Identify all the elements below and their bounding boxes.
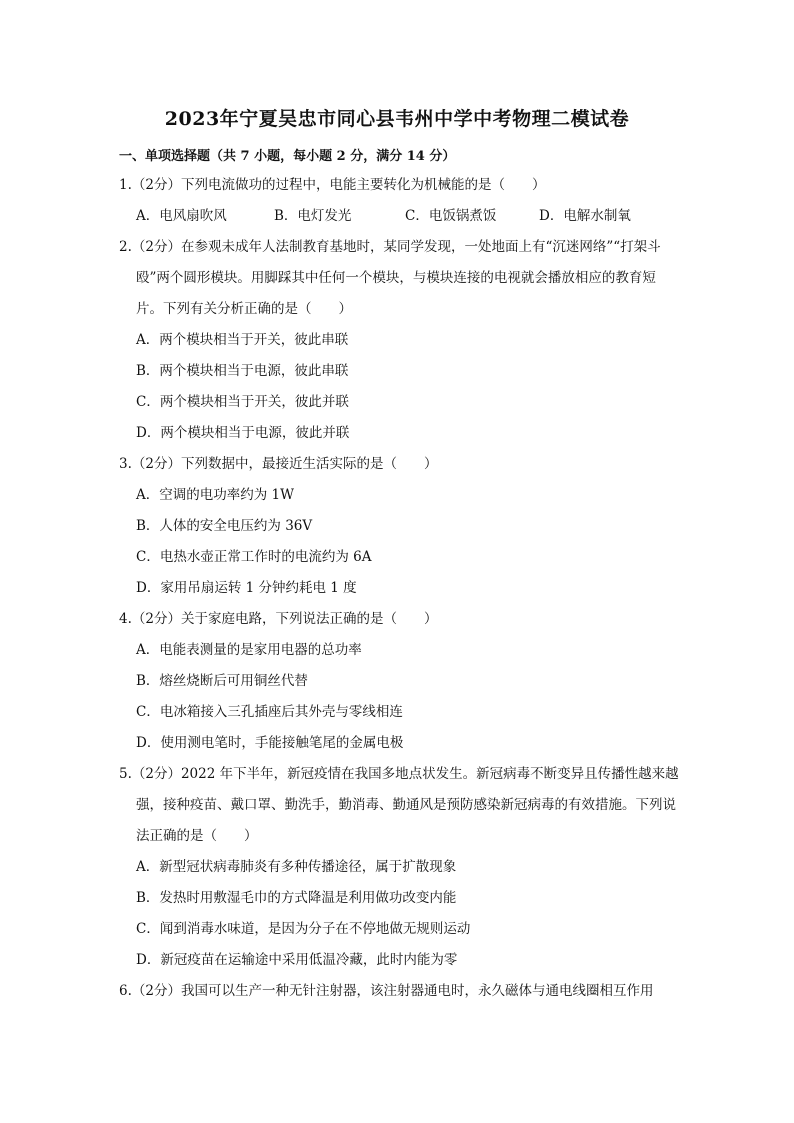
option-a: A．两个模块相当于开关，彼此串联 <box>136 332 349 348</box>
option-c: C．两个模块相当于开关，彼此并联 <box>136 394 349 410</box>
option-d: D．使用测电笔时，手能接触笔尾的金属电极 <box>136 735 404 751</box>
question-6 <box>119 976 679 1007</box>
option-d: D．家用吊扇运转 1 分钟约耗电 1 度 <box>136 580 357 596</box>
question-4 <box>119 604 679 759</box>
option-a: A．电风扇吹风 <box>136 208 227 224</box>
option-b: B．发热时用敷湿毛巾的方式降温是利用做功改变内能 <box>136 890 457 906</box>
option-a: A．空调的电功率约为 1W <box>136 487 295 503</box>
question-1 <box>119 170 679 232</box>
option-b: B．两个模块相当于电源，彼此串联 <box>136 363 349 379</box>
question-stem: 2.（2分）在参观未成年人法制教育基地时，某同学发现，一处地面上有“沉迷网络”“打架斗殴”两个圆形模块。用脚踩其中任何一个模块，与模块连接的电视就会播放相应的教育短片。下列有关分析正确的是（ ） <box>119 239 661 317</box>
option-c: C．电饭锅煮饭 <box>405 208 497 224</box>
question-3 <box>119 449 679 604</box>
question-stem: 3.（2分）下列数据中，最接近生活实际的是（ ） <box>119 456 438 472</box>
option-c: C．电冰箱接入三孔插座后其外壳与零线相连 <box>136 704 403 720</box>
question-2 <box>119 232 679 449</box>
option-b: B．人体的安全电压约为 36V <box>136 518 313 534</box>
option-a: A．电能表测量的是家用电器的总功率 <box>136 642 362 658</box>
option-row <box>119 201 679 232</box>
option-a: A．新型冠状病毒肺炎有多种传播途径，属于扩散现象 <box>136 859 457 875</box>
option-b: B．电灯发光 <box>274 208 352 224</box>
question-stem: 5.（2分）2022 年下半年，新冠疫情在我国多地点状发生。新冠病毒不断变异且传播性越来越强，接种疫苗、戴口罩、勤洗手，勤消毒、勤通风是预防感染新冠病毒的有效措施。下列说法正确的是（ ） <box>119 766 679 844</box>
question-stem: 4.（2分）关于家庭电路，下列说法正确的是（ ） <box>119 611 438 627</box>
question-5 <box>119 759 679 976</box>
option-c: C．电热水壶正常工作时的电流约为 6A <box>136 549 372 565</box>
option-b: B．熔丝烧断后可用铜丝代替 <box>136 673 308 689</box>
option-d: D．两个模块相当于电源，彼此并联 <box>136 425 350 441</box>
page-title: 2023年宁夏吴忠市同心县韦州中学中考物理二模试卷 <box>164 108 630 130</box>
option-d: D．电解水制氧 <box>539 208 631 224</box>
question-stem: 6.（2分）我国可以生产一种无针注射器，该注射器通电时，永久磁体与通电线圈相互作用 <box>119 983 654 999</box>
section-heading: 一、单项选择题（共 7 小题，每小题 2 分，满分 14 分） <box>119 149 456 164</box>
option-c: C．闻到消毒水味道，是因为分子在不停地做无规则运动 <box>136 921 471 937</box>
question-stem: 1.（2分）下列电流做功的过程中，电能主要转化为机械能的是（ ） <box>119 177 546 193</box>
option-d: D．新冠疫苗在运输途中采用低温冷藏，此时内能为零 <box>136 952 458 968</box>
